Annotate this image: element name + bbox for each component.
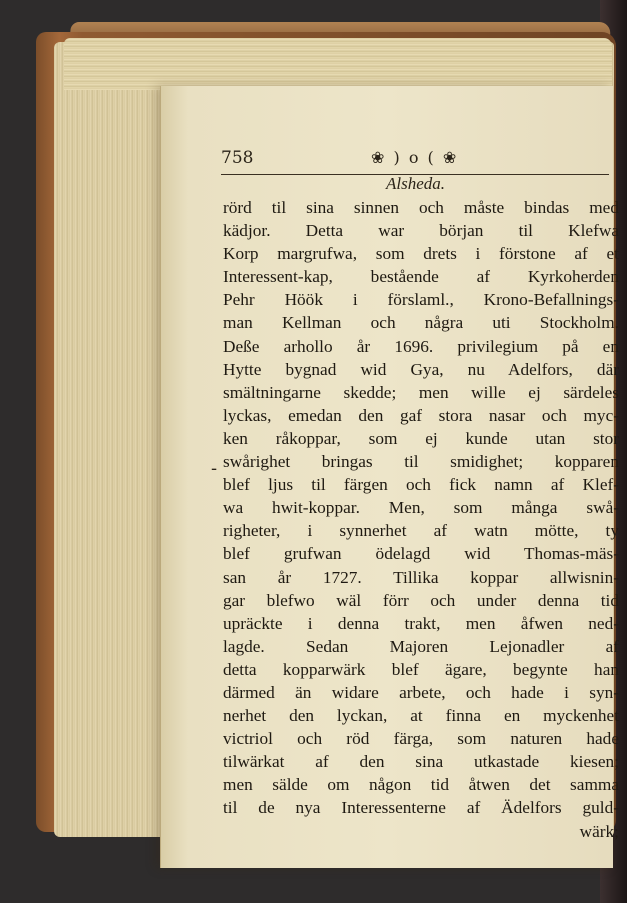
text-line: nerhet den lyckan, at finna en myckenhet <box>223 706 619 726</box>
page-edges-top <box>64 38 612 90</box>
text-line: victriol och röd färga, som naturen hade <box>223 729 619 749</box>
text-line: Hytte bygnad wid Gya, nu Adelfors, där <box>223 359 619 379</box>
book-page <box>160 86 619 868</box>
text-line: detta kopparwärk blef ägare, begynte han <box>223 659 619 679</box>
running-head <box>221 148 611 170</box>
text-line: man Kellman och några uti Stockholm. <box>223 313 619 333</box>
text-line: lyckas, emedan den gaf stora nasar och myc- <box>223 405 619 425</box>
text-line: gar blefwo wäl förr och under denna tid <box>223 590 619 610</box>
text-line: righeter, i synnerhet af watn mötte, ty <box>223 521 619 541</box>
body-text <box>223 196 619 843</box>
text-line: blef grufwan ödelagd wid Thomas-mäs- <box>223 544 619 564</box>
text-line: Deße arhollo år 1696. privilegium på en <box>223 336 619 356</box>
text-line: rörd til sina sinnen och måste bindas med <box>223 198 619 217</box>
text-line: ken råkoppar, som ej kunde utan stor <box>223 428 619 448</box>
text-line: Interessent-kap, bestående af Kyrkoherden <box>223 267 619 287</box>
text-line: wärk; <box>579 821 619 841</box>
header-ornament: ❀ ) o ( ❀ <box>371 148 459 167</box>
text-line: smältningarne skedde; men wille ej särdeles <box>223 382 619 402</box>
text-line: tilwärkat af den sina utkastade kiesen; <box>223 752 619 772</box>
text-line: lagde. Sedan Majoren Lejonadler af <box>223 636 619 656</box>
text-line: blef ljus til färgen och fick namn af Klef- <box>223 475 619 495</box>
page-number: 758 <box>221 148 254 168</box>
text-line: men sälde om någon tid åtwen det samma <box>223 775 619 795</box>
section-title: Alsheda. <box>386 174 446 193</box>
text-line: swårighet bringas til smidighet; kopparen <box>223 452 619 472</box>
text-line: san år 1727. Tillika koppar allwisnin- <box>223 567 619 587</box>
text-line: kädjor. Detta war början til Klefwa <box>223 221 619 241</box>
text-line: Pehr Höök i förslaml., Krono-Befallnings- <box>223 290 619 310</box>
text-line: Korp margrufwa, som drets i förstone af et <box>223 244 619 264</box>
text-line: därmed än widare arbete, och hade i syn- <box>223 682 619 702</box>
text-line: til de nya Interessenterne af Ädelfors guld- <box>223 798 619 818</box>
text-line: upräckte i denna trakt, men åfwen ned- <box>223 613 619 633</box>
margin-mark: - <box>211 458 218 479</box>
text-line: wa hwit-koppar. Men, som många swå- <box>223 498 619 518</box>
